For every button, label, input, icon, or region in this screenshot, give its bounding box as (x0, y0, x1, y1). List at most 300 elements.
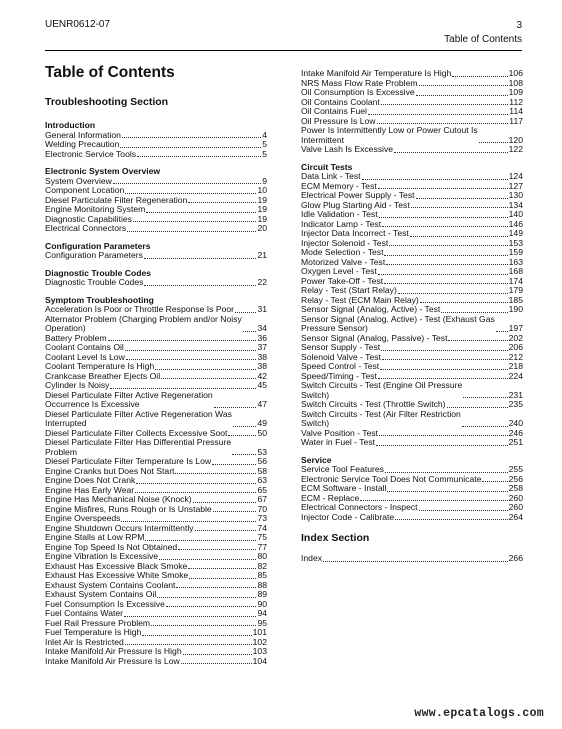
toc-entry-title: Valve Position - Test (301, 427, 379, 438)
continued-entries (301, 69, 523, 155)
dot-leader (386, 264, 507, 265)
toc-page-number: 73 (257, 513, 267, 523)
toc-page-number: 140 (508, 209, 523, 219)
toc-entry-title: Welding Precaution (45, 139, 120, 149)
toc-page-number: 22 (257, 277, 267, 287)
toc-entry[interactable] (45, 278, 267, 288)
toc-page-number: 117 (509, 115, 523, 126)
toc-page-number: 255 (508, 464, 523, 474)
toc-page-number: 256 (508, 473, 523, 484)
dot-leader (378, 378, 508, 379)
toc-entry-title: Water in Fuel - Test (301, 437, 376, 447)
toc-entry-title: Engine Cranks but Does Not Start (45, 465, 175, 476)
dot-leader (243, 331, 257, 332)
dot-leader (416, 198, 508, 199)
toc-page-number: 70 (257, 503, 267, 514)
dot-leader (385, 472, 508, 473)
toc-entry-title: General Information (45, 129, 121, 140)
toc-entry-title: Fuel Consumption Is Excessive (45, 598, 165, 609)
toc-group-title: Service (301, 454, 332, 465)
toc-page-number: 109 (508, 87, 523, 97)
dot-leader (394, 152, 508, 153)
toc-entry[interactable] (301, 126, 523, 145)
toc-group (45, 121, 267, 159)
toc-page-number: 5 (262, 148, 267, 159)
dot-leader (376, 445, 508, 446)
toc-page-number: 19 (257, 204, 267, 214)
dot-leader (142, 635, 251, 636)
toc-page-number: 218 (508, 361, 523, 371)
page-number: 3 (516, 20, 522, 31)
toc-entry-title: Coolant Level Is Low (45, 351, 125, 362)
dot-leader (189, 578, 256, 579)
toc-entry-title: Power Take-Off - Test (301, 275, 384, 286)
toc-page-number: 260 (508, 492, 523, 503)
toc-entry[interactable] (301, 315, 523, 334)
dot-leader (323, 561, 508, 562)
toc-page-number: 149 (508, 228, 523, 238)
toc-entry-title: Oil Pressure Is Low (301, 115, 376, 126)
toc-entry-title: Oxygen Level - Test (301, 266, 377, 276)
toc-entry-title: Battery Problem (45, 332, 107, 343)
toc-page-number: 130 (508, 190, 523, 200)
toc-page-number: 38 (257, 361, 267, 371)
dot-leader (161, 378, 256, 379)
toc-group-title: Electronic System Overview (45, 166, 161, 176)
toc-entry[interactable] (301, 145, 523, 155)
dot-leader (214, 407, 257, 408)
dot-leader (135, 492, 256, 493)
toc-page-number: 134 (508, 199, 523, 210)
dot-leader (120, 147, 261, 148)
dot-leader (448, 340, 507, 341)
toc-entry[interactable] (45, 391, 267, 410)
toc-entry[interactable] (45, 224, 267, 234)
toc-entry-title: Fuel Contains Water (45, 608, 124, 618)
dot-leader (113, 183, 261, 184)
dot-leader (125, 193, 256, 194)
toc-entry-title: Crankcase Breather Ejects Oil (45, 370, 161, 381)
toc-entry-title: Motorized Valve - Test (301, 256, 386, 267)
toc-page-number: 168 (508, 266, 523, 276)
toc-entry-title: Switch Circuits - Test (Throttle Switch) (301, 399, 446, 409)
toc-entry-title: Switch Circuits - Test (Engine Oil Pressure Switch) (301, 380, 463, 400)
toc-entry[interactable] (45, 657, 267, 667)
dot-leader (232, 454, 256, 455)
toc-page-number: 56 (257, 456, 267, 466)
toc-entry-title: Diesel Particulate Filter Temperature Is Low (45, 456, 212, 466)
toc-entry-title: Engine Top Speed Is Not Obtained (45, 541, 178, 552)
toc-entry-title: Oil Consumption Is Excessive (301, 87, 415, 97)
toc-entry-title: Exhaust Has Excessive Black Smoke (45, 560, 188, 571)
dot-leader (159, 559, 256, 560)
toc-entry-title: Electronic Service Tools (45, 148, 137, 159)
toc-entry[interactable] (45, 251, 267, 261)
dot-leader (137, 156, 261, 157)
toc-entry-title: Diesel Particulate Filter Has Differential Pressure Problem (45, 437, 232, 457)
toc-entry-title: Service Tool Features (301, 464, 384, 474)
toc-entry-title: Fuel Rail Pressure Problem (45, 617, 151, 628)
toc-entry-title: Electrical Connectors - Inspect (301, 502, 418, 512)
toc-page-number: 251 (508, 437, 523, 447)
dot-leader (381, 104, 508, 105)
toc-entry-title: Alternator Problem (Charging Problem and/or Noisy Operation) (45, 313, 242, 333)
toc-page-number: 146 (508, 218, 523, 229)
toc-entry-title: Injector Code - Calibrate (301, 511, 395, 522)
toc-page-number: 67 (257, 494, 267, 504)
dot-leader (146, 212, 256, 213)
dot-leader (155, 369, 256, 370)
toc-entry[interactable] (301, 438, 523, 448)
toc-page-number: 49 (257, 418, 267, 428)
index-entries (301, 554, 523, 564)
toc-page-number: 77 (257, 541, 267, 552)
running-title: Table of Contents (444, 34, 522, 45)
toc-page-number: 58 (257, 465, 267, 476)
toc-entry-title: Diesel Particulate Filter Active Regeneration Was Interrupted (45, 408, 232, 428)
dot-leader (384, 255, 507, 256)
dot-leader (125, 644, 252, 645)
toc-entry[interactable] (45, 150, 267, 160)
toc-page-number: 108 (508, 77, 523, 88)
toc-entry-title: Inlet Air Is Restricted (45, 636, 124, 647)
toc-entry-title: Component Location (45, 185, 125, 195)
dot-leader (212, 464, 256, 465)
toc-entry-title: Idle Validation - Test (301, 209, 378, 219)
toc-entry-title: Oil Contains Fuel (301, 106, 367, 116)
toc-page-number: 120 (508, 134, 523, 145)
toc-entry[interactable] (45, 438, 267, 457)
toc-entry-title: Relay - Test (Start Relay) (301, 285, 397, 295)
toc-page-number: 153 (508, 237, 523, 248)
toc-entry-title: Oil Contains Coolant (301, 96, 380, 107)
toc-entry-title: Cylinder Is Noisy (45, 380, 110, 390)
toc-page-number: 75 (257, 532, 267, 542)
toc-group (45, 296, 267, 667)
toc-page-number: 103 (252, 646, 267, 656)
toc-entry-title: Engine Misfires, Runs Rough or Is Unstable (45, 503, 212, 514)
toc-page-number: 45 (257, 380, 267, 390)
toc-page-number: 34 (257, 323, 267, 333)
dot-leader (420, 302, 508, 303)
dot-leader (235, 312, 256, 313)
dot-leader (144, 285, 256, 286)
toc-page-number: 53 (257, 446, 267, 457)
toc-page-number: 124 (508, 171, 523, 181)
dot-leader (410, 236, 508, 237)
toc-page-number: 264 (508, 511, 523, 522)
dot-leader (379, 435, 508, 436)
dot-leader (441, 312, 507, 313)
toc-page-number: 260 (508, 502, 523, 512)
toc-page-number: 190 (508, 304, 523, 314)
left-column (45, 96, 267, 674)
toc-page-number: 185 (508, 294, 523, 305)
toc-entry-title: Engine Monitoring System (45, 204, 146, 214)
toc-entry-title: Data Link - Test (301, 171, 361, 181)
toc-entry-title: Injector Solenoid - Test (301, 237, 389, 248)
dot-leader (136, 483, 256, 484)
toc-page-number: 65 (257, 484, 267, 495)
dot-leader (377, 123, 509, 124)
toc-entry-title: Valve Lash Is Excessive (301, 144, 394, 154)
toc-entry-title: Injector Data Incorrect - Test (301, 228, 409, 238)
dot-leader (462, 426, 508, 427)
toc-page-number: 206 (508, 342, 523, 352)
toc-entry-title: Configuration Parameters (45, 250, 143, 260)
toc-entry-title: Engine Has Early Wear (45, 484, 135, 495)
toc-entry-title: Electronic Service Tool Does Not Communicate (301, 473, 482, 484)
dot-leader (419, 510, 508, 511)
toc-entry-title: Index (301, 553, 323, 563)
toc-entry-title: Acceleration Is Poor or Throttle Response Is Poor (45, 304, 234, 314)
toc-page-number: 258 (508, 483, 523, 493)
toc-entry-title: Intake Manifold Air Pressure Is Low (45, 655, 180, 666)
toc-page-number: 74 (257, 522, 267, 533)
toc-page-number: 212 (508, 351, 523, 362)
toc-page-number: 231 (508, 389, 523, 400)
toc-page-number: 224 (508, 370, 523, 381)
toc-entry-title: Engine Does Not Crank (45, 475, 136, 485)
toc-group-title: Introduction (45, 120, 96, 130)
dot-leader (378, 188, 508, 189)
dot-leader (175, 473, 256, 474)
toc-page-number: 10 (257, 185, 267, 195)
dot-leader (133, 221, 257, 222)
dot-leader (151, 625, 256, 626)
toc-entry-title: Relay - Test (ECM Main Relay) (301, 294, 419, 305)
toc-page-number: 112 (509, 96, 523, 107)
toc-page-number: 90 (257, 598, 267, 609)
toc-entry-title: Power Is Intermittently Low or Power Cutout Is Intermittent (301, 125, 478, 145)
toc-entry-title: Diesel Particulate Filter Active Regeneration Occurrence Is Excessive (45, 389, 213, 409)
toc-page-number: 266 (508, 553, 523, 563)
toc-page-number: 102 (252, 636, 267, 647)
dot-leader (108, 340, 257, 341)
toc-entry[interactable] (45, 410, 267, 429)
toc-group (301, 163, 523, 448)
dot-leader (416, 95, 508, 96)
dot-leader (395, 519, 508, 520)
toc-page-number: 106 (508, 68, 523, 78)
toc-entry-title: Engine Vibration Is Excessive (45, 551, 159, 561)
toc-page-number: 179 (508, 285, 523, 295)
dot-leader (122, 137, 261, 138)
toc-page-number: 95 (257, 617, 267, 628)
toc-entry-title: Coolant Temperature Is High (45, 361, 155, 371)
toc-page-number: 235 (508, 399, 523, 409)
toc-page-number: 163 (508, 256, 523, 267)
toc-entry-title: ECM - Replace (301, 492, 360, 503)
right-groups (301, 163, 523, 523)
toc-page-number: 127 (508, 180, 523, 191)
dot-leader (381, 350, 508, 351)
dot-leader (382, 226, 508, 227)
dot-leader (378, 274, 508, 275)
dot-leader (368, 114, 508, 115)
toc-entry-title: Switch Circuits - Test (Air Filter Restriction Switch) (301, 408, 461, 428)
dot-leader (193, 502, 257, 503)
toc-entry-title: Sensor Supply - Test (301, 342, 381, 352)
toc-page-number: 20 (257, 223, 267, 233)
dot-leader (127, 231, 256, 232)
dot-leader (463, 397, 507, 398)
toc-group (45, 167, 267, 234)
doc-code: UENR0612-07 (45, 19, 111, 30)
dot-leader (411, 207, 508, 208)
dot-leader (145, 540, 256, 541)
dot-leader (479, 142, 508, 143)
toc-entry-title: Electrical Power Supply - Test (301, 190, 415, 200)
toc-page-number: 80 (257, 551, 267, 561)
section-title: Troubleshooting Section (45, 96, 169, 108)
toc-entry-title: Engine Shutdown Occurs Intermittently (45, 522, 194, 533)
dot-leader (157, 597, 256, 598)
dot-leader (387, 491, 507, 492)
toc-page-number: 159 (508, 247, 523, 257)
dot-leader (124, 616, 256, 617)
dot-leader (188, 202, 256, 203)
dot-leader (176, 587, 256, 588)
toc-entry-title: Speed Control - Test (301, 361, 380, 371)
toc-page-number: 38 (257, 351, 267, 362)
toc-page-number: 36 (257, 332, 267, 343)
toc-page-number: 114 (509, 106, 523, 116)
dot-leader (362, 179, 508, 180)
dot-leader (181, 663, 252, 664)
toc-entry-title: ECM Software - Install (301, 483, 387, 493)
toc-entry-title: ECM Memory - Test (301, 180, 377, 191)
dot-leader (195, 530, 257, 531)
toc-page-number: 63 (257, 475, 267, 485)
toc-page-number: 85 (257, 570, 267, 580)
dot-leader (482, 481, 507, 482)
toc-entry-title: Speed/Timing - Test (301, 370, 377, 381)
toc-entry-title: Sensor Signal (Analog, Active) - Test (301, 304, 441, 314)
toc-page-number: 88 (257, 579, 267, 590)
page-title: Table of Contents (45, 64, 175, 81)
toc-entry-title: NRS Mass Flow Rate Problem (301, 77, 418, 88)
toc-group (45, 242, 267, 261)
toc-page-number: 47 (257, 399, 267, 409)
toc-entry-title: Intake Manifold Air Temperature Is High (301, 68, 452, 78)
dot-leader (419, 85, 508, 86)
dot-leader (380, 369, 507, 370)
toc-page-number: 240 (508, 418, 523, 428)
toc-entry-title: Indicator Lamp - Test (301, 218, 382, 229)
toc-page-number: 94 (257, 608, 267, 618)
left-groups (45, 121, 267, 666)
toc-entry[interactable] (301, 381, 523, 400)
right-column (301, 69, 523, 564)
toc-page-number: 246 (508, 427, 523, 438)
page-header-right (444, 19, 522, 47)
dot-leader (360, 500, 507, 501)
toc-page-number: 104 (252, 655, 267, 666)
dot-leader (389, 245, 507, 246)
dot-leader (496, 331, 508, 332)
toc-entry-title: Sensor Signal (Analog, Passive) - Test (301, 332, 448, 343)
toc-page-number: 4 (262, 129, 267, 140)
toc-page-number: 37 (257, 342, 267, 352)
dot-leader (121, 521, 256, 522)
toc-entry-title: Engine Has Mechanical Noise (Knock) (45, 494, 192, 504)
dot-leader (125, 350, 257, 351)
toc-entry-title: Exhaust Has Excessive White Smoke (45, 570, 189, 580)
toc-page-number: 82 (257, 560, 267, 571)
toc-page-number: 42 (257, 370, 267, 381)
index-section-title: Index Section (301, 532, 370, 544)
toc-entry[interactable] (301, 410, 523, 429)
dot-leader (398, 293, 508, 294)
toc-page-number: 19 (257, 213, 267, 224)
toc-page-number: 19 (257, 194, 267, 205)
toc-entry[interactable] (301, 513, 523, 523)
dot-leader (452, 76, 507, 77)
dot-leader (166, 606, 257, 607)
dot-leader (178, 549, 256, 550)
toc-group (45, 269, 267, 288)
toc-entry-title: Solenoid Valve - Test (301, 351, 381, 362)
toc-group (301, 456, 523, 523)
dot-leader (228, 435, 256, 436)
toc-page-number: 202 (508, 332, 523, 343)
toc-page-number: 101 (252, 627, 267, 637)
toc-group-title: Symptom Troubleshooting (45, 294, 154, 305)
toc-entry-title: Engine Stalls at Low RPM (45, 532, 145, 542)
header-rule (45, 50, 522, 51)
toc-entry-title: Coolant Contains Oil (45, 342, 124, 352)
toc-entry-title: Glow Plug Starting Aid - Test (301, 199, 410, 210)
dot-leader (188, 568, 256, 569)
dot-leader (126, 359, 257, 360)
toc-entry-title: Electrical Connectors (45, 223, 127, 233)
toc-entry[interactable] (301, 554, 523, 564)
toc-entry-title: Exhaust System Contains Coolant (45, 579, 176, 590)
toc-page-number: 122 (508, 144, 523, 154)
toc-entry-title: Sensor Signal (Analog, Active) - Test (Exhaust Gas Pressure Sensor) (301, 313, 495, 333)
toc-entry-title: Fuel Temperature Is High (45, 627, 142, 637)
dot-leader (213, 511, 257, 512)
dot-leader (384, 283, 508, 284)
toc-entry-title: Engine Overspeeds (45, 513, 121, 523)
toc-group-title: Configuration Parameters (45, 240, 151, 251)
toc-group-title: Circuit Tests (301, 161, 353, 172)
toc-entry-title: System Overview (45, 175, 112, 186)
dot-leader (447, 407, 508, 408)
toc-entry-title: Diesel Particulate Filter Collects Excessive Soot (45, 427, 228, 438)
toc-entry-title: Mode Selection - Test (301, 247, 384, 257)
toc-entry-title: Diagnostic Capabilities (45, 213, 132, 224)
toc-page-number: 89 (257, 589, 267, 599)
toc-entry-title: Exhaust System Contains Oil (45, 589, 157, 599)
toc-page-number: 21 (257, 250, 267, 260)
toc-entry-title: Intake Manifold Air Pressure Is High (45, 646, 182, 656)
toc-page-number: 174 (508, 275, 523, 286)
toc-page-number: 5 (262, 139, 267, 149)
toc-entry-title: Diesel Particulate Filter Regeneration (45, 194, 188, 205)
dot-leader (379, 217, 508, 218)
toc-entry[interactable] (45, 315, 267, 334)
dot-leader (183, 654, 252, 655)
dot-leader (110, 388, 256, 389)
toc-page-number: 31 (257, 304, 267, 314)
toc-page-number: 197 (508, 323, 523, 333)
toc-entry-title: Diagnostic Trouble Codes (45, 277, 144, 287)
dot-leader (382, 359, 508, 360)
toc-page-number: 9 (262, 175, 267, 186)
toc-page-number: 50 (257, 427, 267, 438)
